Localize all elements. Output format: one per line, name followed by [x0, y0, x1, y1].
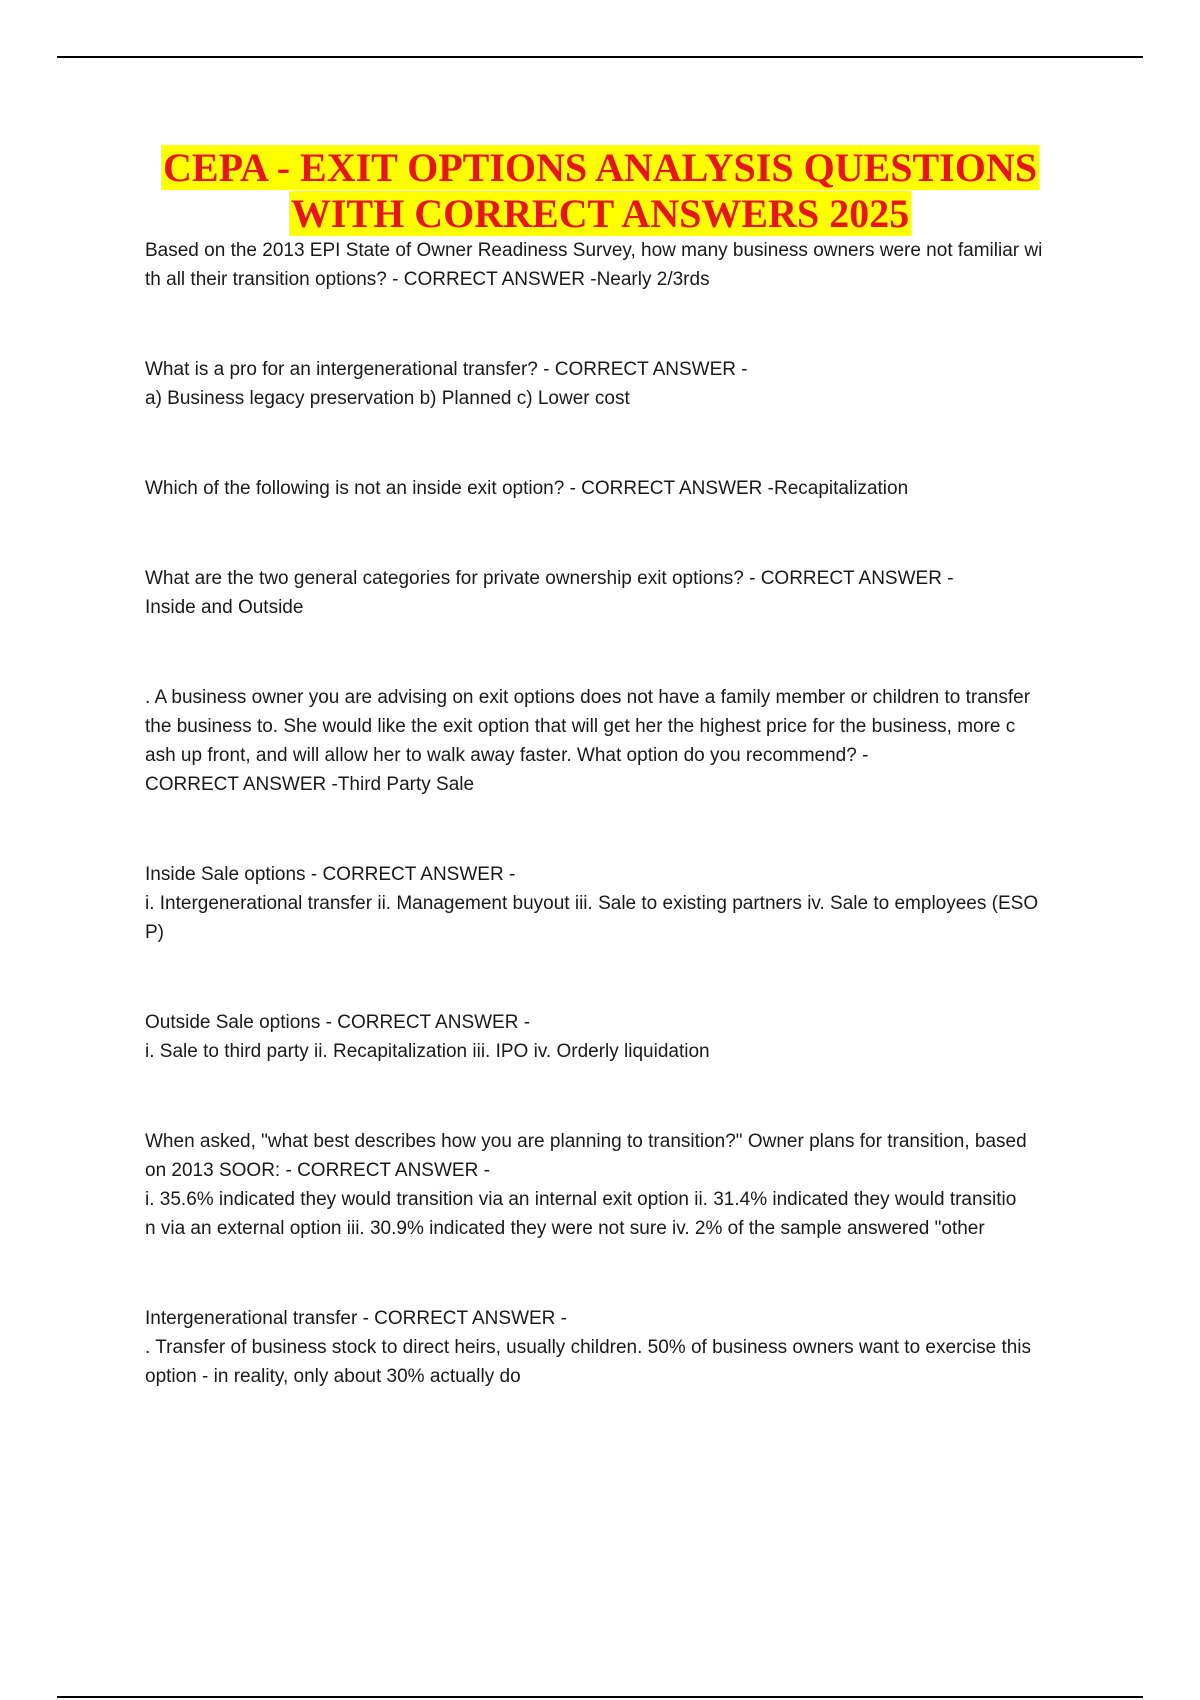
qa-line: . A business owner you are advising on exit options does not have a family member or children to transfer	[145, 687, 1031, 708]
qa-list	[145, 236, 1090, 1391]
qa-line: Inside Sale options - CORRECT ANSWER -	[145, 864, 516, 885]
bottom-rule	[57, 1696, 1143, 1698]
qa-item-6	[145, 860, 1090, 947]
qa-line: P)	[145, 922, 164, 943]
document-title	[0, 145, 1200, 237]
qa-line: Outside Sale options - CORRECT ANSWER -	[145, 1012, 531, 1033]
qa-line: Intergenerational transfer - CORRECT ANSWER -	[145, 1308, 568, 1329]
qa-line: on 2013 SOOR: - CORRECT ANSWER -	[145, 1160, 490, 1181]
qa-item-9	[145, 1304, 1090, 1391]
qa-item-5	[145, 683, 1090, 799]
top-rule	[57, 56, 1143, 58]
qa-item-2	[145, 355, 1090, 413]
qa-line: i. Intergenerational transfer ii. Management buyout iii. Sale to existing partners iv. Sale to employees (ESO	[145, 893, 1039, 914]
qa-line: Based on the 2013 EPI State of Owner Readiness Survey, how many business owners were not familiar wi	[145, 240, 1043, 261]
qa-line: a) Business legacy preservation b) Planned c) Lower cost	[145, 388, 630, 409]
qa-line: i. 35.6% indicated they would transition via an internal exit option ii. 31.4% indicated they would transitio	[145, 1189, 1017, 1210]
qa-line: What are the two general categories for private ownership exit options? - CORRECT ANSWER -	[145, 568, 954, 589]
qa-item-1	[145, 236, 1090, 294]
qa-line: What is a pro for an intergenerational transfer? - CORRECT ANSWER -	[145, 359, 748, 380]
qa-line: n via an external option iii. 30.9% indicated they were not sure iv. 2% of the sample answered "other	[145, 1218, 985, 1239]
qa-line: ash up front, and will allow her to walk away faster. What option do you recommend? -	[145, 745, 869, 766]
qa-line: option - in reality, only about 30% actually do	[145, 1366, 521, 1387]
qa-line: CORRECT ANSWER -Third Party Sale	[145, 774, 475, 795]
qa-line: . Transfer of business stock to direct heirs, usually children. 50% of business owners want to exercise this	[145, 1337, 1032, 1358]
title-line-2: WITH CORRECT ANSWERS 2025	[290, 191, 910, 236]
qa-item-7	[145, 1008, 1090, 1066]
qa-line: th all their transition options? - CORRECT ANSWER -Nearly 2/3rds	[145, 269, 710, 290]
qa-item-3	[145, 474, 1090, 503]
qa-line: When asked, "what best describes how you are planning to transition?" Owner plans for transition, based	[145, 1131, 1027, 1152]
qa-item-8	[145, 1127, 1090, 1243]
qa-line: Which of the following is not an inside exit option? - CORRECT ANSWER -Recapitalization	[145, 478, 909, 499]
qa-line: Inside and Outside	[145, 597, 304, 618]
qa-line: i. Sale to third party ii. Recapitalization iii. IPO iv. Orderly liquidation	[145, 1041, 710, 1062]
qa-item-4	[145, 564, 1090, 622]
title-line-1: CEPA - EXIT OPTIONS ANALYSIS QUESTIONS	[163, 145, 1037, 190]
qa-line: the business to. She would like the exit option that will get her the highest price for the business, more c	[145, 716, 1016, 737]
